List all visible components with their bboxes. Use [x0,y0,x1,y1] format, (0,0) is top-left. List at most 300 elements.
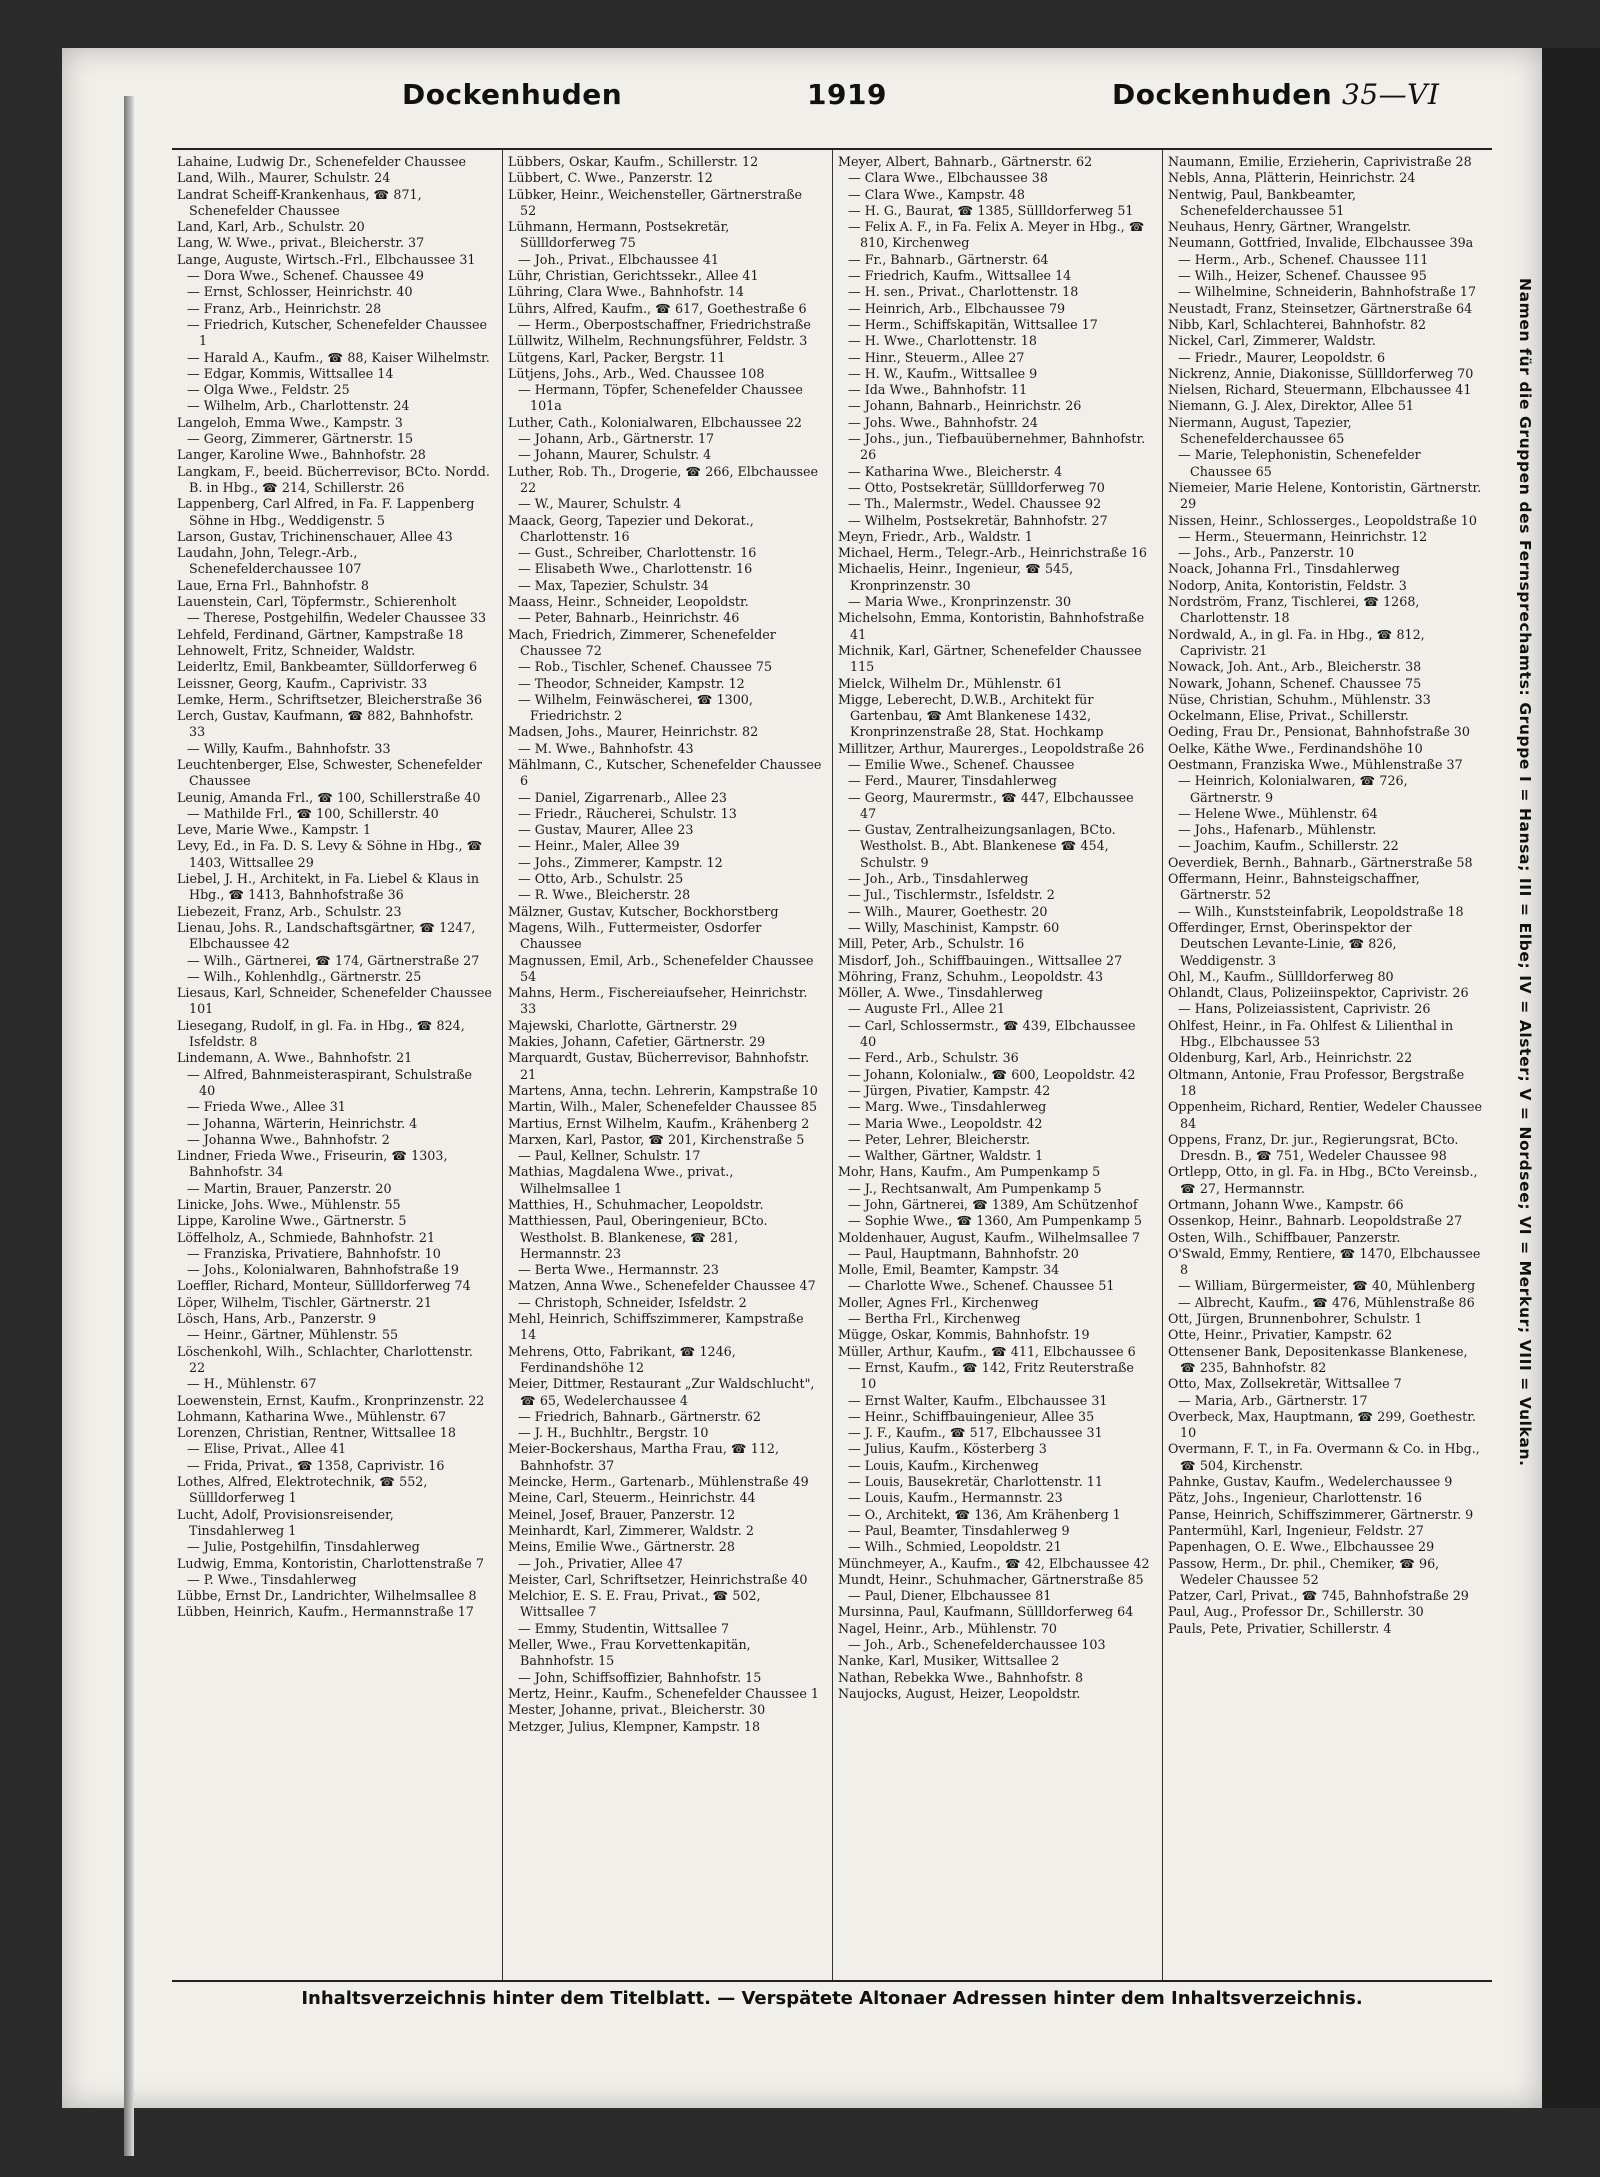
directory-entry: Meincke, Herm., Gartenarb., Mühlenstraße 49 [508,1474,809,1490]
directory-entry: Laudahn, John, Telegr.-Arb., Schenefelderchaussee 107 [177,545,362,577]
directory-entry: Oldenburg, Karl, Arb., Heinrichstr. 22 [1168,1050,1413,1066]
directory-entry: — William, Bürgermeister, ☎ 40, Mühlenberg [1178,1278,1476,1294]
directory-entry: Noack, Johanna Frl., Tinsdahlerweg [1168,561,1400,577]
directory-entry: Matthiessen, Paul, Oberingenieur, BCto. Westholst. B. Blankenese, ☎ 281, Hermannstr. 23 [508,1213,768,1261]
directory-entry: Lösch, Hans, Arb., Panzerstr. 9 [177,1311,377,1327]
directory-entry: Nickel, Carl, Zimmerer, Waldstr. [1168,333,1376,349]
directory-entry: Lippe, Karoline Wwe., Gärtnerstr. 5 [177,1213,407,1229]
directory-entry: — Franziska, Privatiere, Bahnhofstr. 10 [187,1245,441,1261]
directory-entry: Mester, Johanne, privat., Bleicherstr. 30 [508,1702,766,1718]
directory-entry: — Maria Wwe., Leopoldstr. 42 [848,1115,1043,1131]
directory-entry: — Heinrich, Kolonialwaren, ☎ 726, Gärtnerstr. 9 [1178,773,1408,805]
directory-entry: — Johs. Wwe., Bahnhofstr. 24 [848,414,1038,430]
directory-entry: Nordwald, A., in gl. Fa. in Hbg., ☎ 812, Caprivistr. 21 [1168,626,1425,658]
directory-entry: — Ernst, Schlosser, Heinrichstr. 40 [187,284,413,300]
directory-entry: Mehl, Heinrich, Schiffszimmerer, Kampstraße 14 [508,1311,804,1343]
directory-entry: Ortlepp, Otto, in gl. Fa. in Hbg., BCto Vereinsb., ☎ 27, Hermannstr. [1168,1164,1478,1196]
directory-entry: — Heinr., Schiffbauingenieur, Allee 35 [848,1408,1095,1424]
directory-entry: Loeffler, Richard, Monteur, Süllldorferweg 74 [177,1278,471,1294]
directory-entry: — Hinr., Steuerm., Allee 27 [848,349,1025,365]
directory-entry: — Katharina Wwe., Bleicherstr. 4 [848,463,1063,479]
directory-entry: — H. sen., Privat., Charlottenstr. 18 [848,284,1079,300]
directory-entry: — Franz, Arb., Heinrichstr. 28 [187,300,382,316]
directory-entry: — Heinrich, Arb., Elbchaussee 79 [848,300,1066,316]
directory-entry: Lienau, Johs. R., Landschaftsgärtner, ☎ 1247, Elbchaussee 42 [177,919,476,952]
directory-entry: — Dora Wwe., Schenef. Chaussee 49 [187,268,424,284]
directory-entry: — Joh., Arb., Schenefelderchaussee 103 [848,1637,1106,1653]
directory-entry: Lohmann, Katharina Wwe., Mühlenstr. 67 [177,1408,447,1424]
directory-entry: — Herm., Arb., Schenef. Chaussee 111 [1178,251,1429,267]
directory-entry: Luther, Rob. Th., Drogerie, ☎ 266, Elbchaussee 22 [508,463,819,495]
directory-entry: Lühring, Clara Wwe., Bahnhofstr. 14 [508,284,744,300]
directory-entry: — Olga Wwe., Feldstr. 25 [187,382,350,398]
directory-entry: Osten, Wilh., Schiffbauer, Panzerstr. [1168,1229,1401,1245]
directory-entry: Lindemann, A. Wwe., Bahnhofstr. 21 [177,1050,413,1066]
directory-entry: Mahns, Herm., Fischereiaufseher, Heinrichstr. 33 [508,985,808,1017]
directory-entry: — J. F., Kaufm., ☎ 517, Elbchaussee 31 [848,1425,1103,1441]
directory-entry: — Walther, Gärtner, Waldstr. 1 [848,1148,1044,1164]
directory-entry: Land, Wilh., Maurer, Schulstr. 24 [177,170,391,186]
directory-entry: Laue, Erna Frl., Bahnhofstr. 8 [177,577,370,593]
directory-entry: — Friedrich, Bahnarb., Gärtnerstr. 62 [518,1408,761,1424]
directory-entry: Liesegang, Rudolf, in gl. Fa. in Hbg., ☎ 824, Isfeldstr. 8 [177,1017,465,1050]
directory-entry: — Gustav, Maurer, Allee 23 [518,822,694,838]
directory-entry: Niemeier, Marie Helene, Kontoristin, Gärtnerstr. 29 [1168,479,1482,512]
directory-entry: Marxen, Karl, Pastor, ☎ 201, Kirchenstraße 5 [508,1131,805,1147]
directory-entry: — Paul, Beamter, Tinsdahlerweg 9 [848,1522,1070,1538]
header-year: 1919 [807,78,887,111]
telephone-exchange-groups-note: Namen für die Gruppen des Fernsprechamts: Gruppe I = Hansa; III = Elbe; IV = Alster; V = Nordsee; VI = Merkur; VIII = Vulkan. [1516,278,1534,1467]
directory-entry: — Johs., Arb., Panzerstr. 10 [1178,545,1355,561]
directory-entry: — Wilhelmine, Schneiderin, Bahnhofstraße 17 [1178,284,1477,300]
directory-entry: — Wilhelm, Feinwäscherei, ☎ 1300, Friedrichstr. 2 [518,691,753,724]
directory-entry: — Theodor, Schneider, Kampstr. 12 [518,675,745,691]
directory-entry: Land, Karl, Arb., Schulstr. 20 [177,219,365,235]
directory-entry: — Paul, Diener, Elbchaussee 81 [848,1588,1052,1604]
directory-entry: — Wilh., Maurer, Goethestr. 20 [848,903,1048,919]
directory-entry: Mundt, Heinr., Schuhmacher, Gärtnerstraße 85 [838,1571,1144,1587]
directory-entry: — Berta Wwe., Hermannstr. 23 [518,1262,719,1278]
directory-entry: Löffelholz, A., Schmiede, Bahnhofstr. 21 [177,1229,436,1245]
directory-entry: Papenhagen, O. E. Wwe., Elbchaussee 29 [1168,1539,1435,1555]
directory-entry: — Johann, Arb., Gärtnerstr. 17 [518,431,715,447]
directory-entry: — Carl, Schlossermstr., ☎ 439, Elbchaussee 40 [848,1017,1136,1050]
directory-entry: Magens, Wilh., Futtermeister, Osdorfer Chaussee [508,919,762,952]
directory-entry: — Joh., Arb., Tinsdahlerweg [848,871,1029,887]
directory-entry: — Edgar, Kommis, Wittsallee 14 [187,365,394,381]
directory-entry: — Otto, Arb., Schulstr. 25 [518,871,684,887]
directory-entry: Maass, Heinr., Schneider, Leopoldstr. [508,594,749,610]
directory-entry: — Johanna, Wärterin, Heinrichstr. 4 [187,1115,418,1131]
directory-entry: — Charlotte Wwe., Schenef. Chaussee 51 [848,1278,1115,1294]
directory-entry: Lindner, Frieda Wwe., Friseurin, ☎ 1303, Bahnhofstr. 34 [177,1148,448,1180]
directory-entry: Leunig, Amanda Frl., ☎ 100, Schillerstraße 40 [177,789,481,805]
directory-entry: Maack, Georg, Tapezier und Dekorat., Charlottenstr. 16 [508,512,754,544]
directory-entry: Meyn, Friedr., Arb., Waldstr. 1 [838,528,1033,544]
directory-entry: Lehnowelt, Fritz, Schneider, Waldstr. [177,642,416,658]
directory-entry: — Wilhelm, Postsekretär, Bahnhofstr. 27 [848,512,1108,528]
directory-entry: — Daniel, Zigarrenarb., Allee 23 [518,789,728,805]
directory-entry: Niemann, G. J. Alex, Direktor, Allee 51 [1168,398,1414,414]
directory-column-2 [502,150,827,1980]
directory-entry: — J., Rechtsanwalt, Am Pumpenkamp 5 [848,1180,1102,1196]
directory-entry: Loewenstein, Ernst, Kaufm., Kronprinzenstr. 22 [177,1392,485,1408]
directory-entry: Lange, Auguste, Wirtsch.-Frl., Elbchaussee 31 [177,251,476,267]
directory-entry: — Wilh., Kohlenhdlg., Gärtnerstr. 25 [187,968,422,984]
directory-entry: — R. Wwe., Bleicherstr. 28 [518,887,691,903]
directory-entry: — Johs., jun., Tiefbauübernehmer, Bahnhofstr. 26 [848,431,1146,463]
directory-entry: — Herm., Steuermann, Heinrichstr. 12 [1178,528,1428,544]
directory-entry: Ohlfest, Heinr., in Fa. Ohlfest & Lilienthal in Hbg., Elbchaussee 53 [1168,1017,1454,1050]
directory-entry: Paul, Aug., Professor Dr., Schillerstr. 30 [1168,1604,1424,1620]
directory-entry: — Ernst, Kaufm., ☎ 142, Fritz Reuterstraße 10 [848,1359,1134,1392]
directory-entry: — P. Wwe., Tinsdahlerweg [187,1571,357,1587]
directory-entry: Ortmann, Johann Wwe., Kampstr. 66 [1168,1197,1404,1212]
directory-entry: Löschenkohl, Wilh., Schlachter, Charlottenstr. 22 [177,1343,473,1375]
directory-entry: Meins, Emilie Wwe., Gärtnerstr. 28 [508,1539,735,1555]
directory-entry: Ossenkop, Heinr., Bahnarb. Leopoldstraße 27 [1168,1213,1463,1229]
directory-entry: — Felix A. F., in Fa. Felix A. Meyer in Hbg., ☎ 810, Kirchenweg [848,219,1145,251]
directory-entry: Martius, Ernst Wilhelm, Kaufm., Krähenberg 2 [508,1115,810,1131]
directory-entry: Meier, Dittmer, Restaurant „Zur Waldschlucht", ☎ 65, Wedelerchaussee 4 [508,1376,815,1408]
header-place-left: Dockenhuden [402,78,623,111]
directory-columns [172,148,1492,1982]
directory-entry: Nibb, Karl, Schlachterei, Bahnhofstr. 82 [1168,316,1427,332]
directory-entry: — W., Maurer, Schulstr. 4 [518,496,682,512]
directory-entry: — Heinr., Maler, Allee 39 [518,838,680,854]
directory-entry: Liesaus, Karl, Schneider, Schenefelder Chaussee 101 [177,985,492,1017]
directory-entry: Lübker, Heinr., Weichensteller, Gärtnerstraße 52 [508,186,803,218]
directory-entry: — Albrecht, Kaufm., ☎ 476, Mühlenstraße 86 [1178,1294,1475,1310]
directory-entry: — Friedr., Maurer, Leopoldstr. 6 [1178,349,1386,365]
directory-entry: Meister, Carl, Schriftsetzer, Heinrichstraße 40 [508,1571,808,1587]
directory-entry: Nanke, Karl, Musiker, Wittsallee 2 [838,1653,1060,1669]
directory-entry: Lerch, Gustav, Kaufmann, ☎ 882, Bahnhofstr. 33 [177,708,474,740]
directory-entry: Millitzer, Arthur, Maurerges., Leopoldstraße 26 [838,740,1145,756]
directory-entry: Meinhardt, Karl, Zimmerer, Waldstr. 2 [508,1522,754,1538]
header-page-number: 35—VI [1342,78,1440,111]
directory-entry: Müller, Arthur, Kaufm., ☎ 411, Elbchaussee 6 [838,1343,1136,1359]
directory-entry: — Clara Wwe., Kampstr. 48 [848,186,1025,202]
directory-entry: — Elisabeth Wwe., Charlottenstr. 16 [518,561,753,577]
directory-entry: Lübbers, Oskar, Kaufm., Schillerstr. 12 [508,154,759,169]
directory-entry: Oppenheim, Richard, Rentier, Wedeler Chaussee 84 [1168,1099,1482,1131]
directory-entry: — Julie, Postgehilfin, Tinsdahlerweg [187,1539,420,1555]
directory-entry: Langeloh, Emma Wwe., Kampstr. 3 [177,414,403,430]
directory-entry: O'Swald, Emmy, Rentiere, ☎ 1470, Elbchaussee 8 [1168,1245,1481,1278]
directory-entry: — Johann, Kolonialw., ☎ 600, Leopoldstr. 42 [848,1066,1136,1082]
directory-entry: — Frida, Privat., ☎ 1358, Caprivistr. 16 [187,1457,445,1473]
directory-entry: — Marie, Telephonistin, Schenefelder Chaussee 65 [1178,447,1421,479]
directory-entry: — Mathilde Frl., ☎ 100, Schillerstr. 40 [187,805,439,821]
directory-entry: Lucht, Adolf, Provisionsreisender, Tinsdahlerweg 1 [177,1506,394,1538]
directory-entry: Molle, Emil, Beamter, Kampstr. 34 [838,1262,1060,1278]
directory-entry: Martens, Anna, techn. Lehrerin, Kampstraße 10 [508,1082,818,1098]
directory-entry: Lang, W. Wwe., privat., Bleicherstr. 37 [177,235,425,251]
directory-entry: — Peter, Lehrer, Bleicherstr. [848,1131,1031,1147]
directory-entry: — Otto, Postsekretär, Süllldorferweg 70 [848,479,1105,495]
directory-entry: — Willy, Kaufm., Bahnhofstr. 33 [187,740,391,756]
directory-entry: — H. Wwe., Charlottenstr. 18 [848,333,1037,349]
directory-entry: — Louis, Kaufm., Hermannstr. 23 [848,1490,1063,1506]
directory-entry: Nowack, Joh. Ant., Arb., Bleicherstr. 38 [1168,659,1422,675]
directory-entry: — Johs., Kolonialwaren, Bahnhofstraße 19 [187,1262,459,1278]
directory-entry: Lühmann, Hermann, Postsekretär, Süllldorferweg 75 [508,219,730,251]
directory-entry: — Wilh., Gärtnerei, ☎ 174, Gärtnerstraße 27 [187,952,480,968]
directory-entry: — Martin, Brauer, Panzerstr. 20 [187,1180,392,1196]
directory-entry: Marquardt, Gustav, Bücherrevisor, Bahnhofstr. 21 [508,1050,810,1082]
directory-entry: Panse, Heinrich, Schiffszimmerer, Gärtnerstr. 9 [1168,1506,1474,1522]
directory-entry: — Herm., Oberpostschaffner, Friedrichstraße [518,316,811,332]
directory-entry: — Peter, Bahnarb., Heinrichstr. 46 [518,610,740,626]
directory-column-3 [832,150,1157,1980]
directory-entry: — Hans, Polizeiassistent, Caprivistr. 26 [1178,1001,1431,1017]
directory-column-1 [172,150,497,1980]
directory-entry: — Sophie Wwe., ☎ 1360, Am Pumpenkamp 5 [848,1213,1142,1229]
directory-entry: Naujocks, August, Heizer, Leopoldstr. [838,1685,1081,1701]
directory-entry: — Th., Malermstr., Wedel. Chaussee 92 [848,496,1102,512]
directory-entry: Lühr, Christian, Gerichtssekr., Allee 41 [508,268,759,284]
directory-entry: — Fr., Bahnarb., Gärtnerstr. 64 [848,251,1049,267]
directory-entry: Nielsen, Richard, Steuermann, Elbchaussee 41 [1168,382,1472,398]
directory-entry: Offerdinger, Ernst, Oberinspektor der Deutschen Levante-Linie, ☎ 826, Weddigenstr. 3 [1168,919,1412,968]
directory-entry: Möller, A. Wwe., Tinsdahlerweg [838,985,1043,1001]
directory-entry: — Willy, Maschinist, Kampstr. 60 [848,919,1060,935]
directory-entry: Michnik, Karl, Gärtner, Schenefelder Chaussee 115 [838,642,1142,675]
directory-entry: Matzen, Anna Wwe., Schenefelder Chaussee 47 [508,1278,816,1294]
directory-entry: Michaelis, Heinr., Ingenieur, ☎ 545, Kronprinzenstr. 30 [838,561,1074,593]
directory-entry: Neumann, Gottfried, Invalide, Elbchaussee 39a [1168,235,1474,251]
directory-entry: Mursinna, Paul, Kaufmann, Süllldorferweg 64 [838,1604,1134,1620]
directory-entry: Löper, Wilhelm, Tischler, Gärtnerstr. 21 [177,1294,432,1310]
directory-entry: — Emmy, Studentin, Wittsallee 7 [518,1620,730,1636]
directory-entry: Misdorf, Joh., Schiffbauingen., Wittsallee 27 [838,952,1123,968]
directory-entry: — O., Architekt, ☎ 136, Am Krähenberg 1 [848,1506,1121,1522]
directory-entry: — Gustav, Zentralheizungsanlagen, BCto. Westholst. B., Abt. Blankenese ☎ 454, Schulstr. 9 [848,822,1116,870]
directory-entry: — Louis, Kaufm., Kirchenweg [848,1457,1039,1473]
directory-entry: — Marg. Wwe., Tinsdahlerweg [848,1099,1047,1115]
directory-column-4 [1162,150,1487,1980]
directory-entry: Nordström, Franz, Tischlerei, ☎ 1268, Charlottenstr. 18 [1168,594,1420,626]
directory-entry: Ludwig, Emma, Kontoristin, Charlottenstraße 7 [177,1555,484,1571]
directory-entry: — Ferd., Maurer, Tinsdahlerweg [848,773,1057,789]
directory-entry: — H. G., Baurat, ☎ 1385, Süllldorferweg 51 [848,202,1134,218]
directory-entry: Magnussen, Emil, Arb., Schenefelder Chaussee 54 [508,952,814,984]
directory-entry: — Wilhelm, Arb., Charlottenstr. 24 [187,398,410,414]
directory-entry: Mertz, Heinr., Kaufm., Schenefelder Chaussee 1 [508,1685,819,1701]
directory-entry: Meier-Bockershaus, Martha Frau, ☎ 112, Bahnhofstr. 37 [508,1441,779,1473]
directory-entry: Landrat Scheiff-Krankenhaus, ☎ 871, Schenefelder Chaussee [177,186,422,218]
directory-entry: — Ferd., Arb., Schulstr. 36 [848,1050,1019,1066]
directory-page [62,48,1542,2108]
directory-entry: — Max, Tapezier, Schulstr. 34 [518,577,709,593]
directory-entry: — Johann, Maurer, Schulstr. 4 [518,447,712,463]
directory-entry: Lauenstein, Carl, Töpfermstr., Schierenholt [177,594,457,610]
directory-entry: Mälzner, Gustav, Kutscher, Bockhorstberg [508,903,779,919]
directory-entry: Langkam, F., beeid. Bücherrevisor, BCto. Nordd. B. in Hbg., ☎ 214, Schillerstr. 26 [177,463,490,495]
directory-entry: — M. Wwe., Bahnhofstr. 43 [518,740,694,756]
directory-entry: — Bertha Frl., Kirchenweg [848,1311,1021,1327]
directory-entry: Leve, Marie Wwe., Kampstr. 1 [177,822,372,838]
directory-entry: Metzger, Julius, Klempner, Kampstr. 18 [508,1718,761,1734]
directory-entry: Leuchtenberger, Else, Schwester, Schenefelder Chaussee [177,756,482,789]
page-binding-edge [124,96,134,2156]
directory-entry: Möhring, Franz, Schuhm., Leopoldstr. 43 [838,968,1104,984]
directory-entry: — Therese, Postgehilfin, Wedeler Chaussee 33 [187,610,487,626]
directory-entry: — Georg, Zimmerer, Gärtnerstr. 15 [187,431,414,447]
directory-entry: — Wilh., Kunststeinfabrik, Leopoldstraße 18 [1178,903,1464,919]
directory-entry: Langer, Karoline Wwe., Bahnhofstr. 28 [177,447,426,463]
directory-entry: Mathias, Magdalena Wwe., privat., Wilhelmsallee 1 [508,1164,734,1196]
directory-entry: Otto, Max, Zollsekretär, Wittsallee 7 [1168,1376,1402,1392]
directory-entry: Ohlandt, Claus, Polizeiinspektor, Caprivistr. 26 [1168,985,1469,1001]
directory-entry: — Friedr., Räucherei, Schulstr. 13 [518,805,737,821]
directory-entry: Matthies, H., Schuhmacher, Leopoldstr. [508,1197,764,1212]
directory-entry: Lemke, Herm., Schriftsetzer, Bleicherstraße 36 [177,691,483,707]
directory-entry: — Julius, Kaufm., Kösterberg 3 [848,1441,1047,1457]
directory-entry: Lothes, Alfred, Elektrotechnik, ☎ 552, Süllldorferweg 1 [177,1474,428,1506]
directory-entry: Makies, Johann, Cafetier, Gärtnerstr. 29 [508,1034,766,1050]
directory-entry: — Joachim, Kaufm., Schillerstr. 22 [1178,838,1399,854]
directory-entry: Mill, Peter, Arb., Schulstr. 16 [838,936,1025,952]
directory-entry: Pantermühl, Karl, Ingenieur, Feldstr. 27 [1168,1522,1424,1538]
directory-entry: — Harald A., Kaufm., ☎ 88, Kaiser Wilhelmstr. [187,349,490,365]
directory-entry: — Ida Wwe., Bahnhofstr. 11 [848,382,1028,398]
directory-entry: Ott, Jürgen, Brunnenbohrer, Schulstr. 1 [1168,1311,1423,1327]
directory-entry: Luther, Cath., Kolonialwaren, Elbchaussee 22 [508,414,802,430]
directory-entry: Lütgens, Karl, Packer, Bergstr. 11 [508,349,726,365]
directory-entry: Martin, Wilh., Maler, Schenefelder Chaussee 85 [508,1099,818,1115]
directory-entry: Neuhaus, Henry, Gärtner, Wrangelstr. [1168,219,1412,235]
directory-entry: Nagel, Heinr., Arb., Mühlenstr. 70 [838,1620,1057,1636]
directory-entry: — Elise, Privat., Allee 41 [187,1441,347,1457]
directory-entry: — Heinr., Gärtner, Mühlenstr. 55 [187,1327,399,1343]
directory-entry: Münchmeyer, A., Kaufm., ☎ 42, Elbchaussee 42 [838,1555,1150,1571]
directory-entry: Lührs, Alfred, Kaufm., ☎ 617, Goethestraße 6 [508,300,807,316]
directory-entry: Lahaine, Ludwig Dr., Schenefelder Chaussee [177,154,467,169]
directory-entry: Oeding, Frau Dr., Pensionat, Bahnhofstraße 30 [1168,724,1470,740]
directory-entry: Levy, Ed., in Fa. D. S. Levy & Söhne in Hbg., ☎ 1403, Wittsallee 29 [177,838,483,870]
directory-entry: — Rob., Tischler, Schenef. Chaussee 75 [518,659,773,675]
directory-entry: Moller, Agnes Frl., Kirchenweg [838,1294,1039,1310]
directory-entry: — H. W., Kaufm., Wittsallee 9 [848,365,1038,381]
directory-entry: Offermann, Heinr., Bahnsteigschaffner, Gärtnerstr. 52 [1168,871,1420,903]
directory-entry: — Jürgen, Pivatier, Kampstr. 42 [848,1082,1051,1098]
directory-entry: Pauls, Pete, Privatier, Schillerstr. 4 [1168,1620,1392,1636]
header-place-right: Dockenhuden [1112,78,1333,111]
scan-edge-shadow [1542,48,1600,2108]
directory-entry: Lübbert, C. Wwe., Panzerstr. 12 [508,170,713,186]
directory-entry: Lütjens, Johs., Arb., Wed. Chaussee 108 [508,365,765,381]
directory-entry: — Joh., Privatier, Allee 47 [518,1555,683,1571]
directory-entry: Linicke, Johs. Wwe., Mühlenstr. 55 [177,1197,401,1212]
directory-entry: — Jul., Tischlermstr., Isfeldstr. 2 [848,887,1055,903]
directory-entry: Naumann, Emilie, Erzieherin, Caprivistraße 28 [1168,154,1472,169]
directory-entry: Lehfeld, Ferdinand, Gärtner, Kampstraße 18 [177,626,464,642]
directory-entry: Meyer, Albert, Bahnarb., Gärtnerstr. 62 [838,154,1093,169]
directory-entry: Melchior, E. S. E. Frau, Privat., ☎ 502, Wittsallee 7 [508,1588,761,1620]
directory-entry: Passow, Herm., Dr. phil., Chemiker, ☎ 96, Wedeler Chaussee 52 [1168,1555,1440,1587]
directory-entry: Liebezeit, Franz, Arb., Schulstr. 23 [177,903,402,919]
directory-entry: — Louis, Bausekretär, Charlottenstr. 11 [848,1474,1103,1490]
directory-entry: Mohr, Hans, Kaufm., Am Pumpenkamp 5 [838,1164,1101,1180]
directory-entry: Neustadt, Franz, Steinsetzer, Gärtnerstraße 64 [1168,300,1473,316]
page-footer-note: Inhaltsverzeichnis hinter dem Titelblatt. — Verspätete Altonaer Adressen hinter dem Inhaltsverzeichnis. [301,1988,1363,2009]
directory-entry: Meller, Wwe., Frau Korvettenkapitän, Bahnhofstr. 15 [508,1637,751,1669]
directory-entry: Ottensener Bank, Depositenkasse Blankenese, ☎ 235, Bahnhofstr. 82 [1168,1343,1468,1375]
directory-entry: — Christoph, Schneider, Isfeldstr. 2 [518,1294,747,1310]
directory-entry: Pahnke, Gustav, Kaufm., Wedelerchaussee 9 [1168,1474,1453,1490]
directory-entry: Overmann, F. T., in Fa. Overmann & Co. in Hbg., ☎ 504, Kirchenstr. [1168,1441,1480,1473]
directory-entry: — Georg, Maurermstr., ☎ 447, Elbchaussee 47 [848,789,1134,821]
directory-entry: Leiderltz, Emil, Bankbeamter, Sülldorferweg 6 [177,659,478,675]
directory-entry: — H., Mühlenstr. 67 [187,1376,317,1392]
directory-entry: — Helene Wwe., Mühlenstr. 64 [1178,805,1378,821]
directory-entry: Michael, Herm., Telegr.-Arb., Heinrichstraße 16 [838,545,1148,561]
directory-entry: Mehrens, Otto, Fabrikant, ☎ 1246, Ferdinandshöhe 12 [508,1343,736,1375]
directory-entry: Nathan, Rebekka Wwe., Bahnhofstr. 8 [838,1669,1084,1685]
directory-entry: — Maria, Arb., Gärtnerstr. 17 [1178,1392,1368,1408]
directory-entry: Mählmann, C., Kutscher, Schenefelder Chaussee 6 [508,756,822,789]
directory-entry: Nissen, Heinr., Schlosserges., Leopoldstraße 10 [1168,512,1477,528]
directory-entry: — Emilie Wwe., Schenef. Chaussee [848,756,1075,772]
directory-entry: — John, Schiffsoffizier, Bahnhofstr. 15 [518,1669,762,1685]
directory-entry: — Paul, Hauptmann, Bahnhofstr. 20 [848,1245,1079,1261]
directory-entry: — Gust., Schreiber, Charlottenstr. 16 [518,545,757,561]
directory-entry: — Herm., Schiffskapitän, Wittsallee 17 [848,316,1098,332]
directory-entry: Niermann, August, Tapezier, Schenefelderchaussee 65 [1168,414,1352,447]
directory-entry: — Ernst Walter, Kaufm., Elbchaussee 31 [848,1392,1108,1408]
directory-entry: Overbeck, Max, Hauptmann, ☎ 299, Goethestr. 10 [1168,1408,1476,1441]
directory-entry: — Johann, Bahnarb., Heinrichstr. 26 [848,398,1082,414]
directory-entry: Ockelmann, Elise, Privat., Schillerstr. [1168,708,1409,724]
directory-entry: — Maria Wwe., Kronprinzenstr. 30 [848,594,1072,610]
directory-entry: Liebel, J. H., Architekt, in Fa. Liebel & Klaus in Hbg., ☎ 1413, Bahnhofstraße 36 [177,871,480,903]
directory-entry: — John, Gärtnerei, ☎ 1389, Am Schützenhof [848,1197,1138,1212]
directory-entry: — J. H., Buchhltr., Bergstr. 10 [518,1425,709,1441]
directory-entry: Nebls, Anna, Plätterin, Heinrichstr. 24 [1168,170,1416,186]
directory-entry: — Friedrich, Kutscher, Schenefelder Chaussee 1 [187,316,488,349]
directory-entry: Nentwig, Paul, Bankbeamter, Schenefelderchaussee 51 [1168,186,1357,218]
directory-entry: Madsen, Johs., Maurer, Heinrichstr. 82 [508,724,759,740]
directory-entry: Leissner, Georg, Kaufm., Caprivistr. 33 [177,675,428,691]
directory-entry: Oelke, Käthe Wwe., Ferdinandshöhe 10 [1168,740,1423,756]
directory-entry: — Wilh., Schmied, Leopoldstr. 21 [848,1539,1062,1555]
directory-entry: Mügge, Oskar, Kommis, Bahnhofstr. 19 [838,1327,1090,1343]
directory-entry: Majewski, Charlotte, Gärtnerstr. 29 [508,1017,738,1033]
directory-entry: Meinel, Josef, Brauer, Panzerstr. 12 [508,1506,736,1522]
directory-entry: — Wilh., Heizer, Schenef. Chaussee 95 [1178,268,1427,284]
directory-entry: — Johanna Wwe., Bahnhofstr. 2 [187,1131,390,1147]
directory-entry: Mach, Friedrich, Zimmerer, Schenefelder Chaussee 72 [508,626,776,658]
directory-entry: Moldenhauer, August, Kaufm., Wilhelmsallee 7 [838,1229,1140,1245]
directory-entry: Oppens, Franz, Dr. jur., Regierungsrat, BCto. Dresdn. B., ☎ 751, Wedeler Chaussee 98 [1168,1131,1459,1164]
directory-entry: — Clara Wwe., Elbchaussee 38 [848,170,1048,186]
directory-entry: — Hermann, Töpfer, Schenefelder Chaussee 101a [518,382,803,414]
directory-entry: — Frieda Wwe., Allee 31 [187,1099,346,1115]
directory-entry: Lübbe, Ernst Dr., Landrichter, Wilhelmsallee 8 [177,1588,477,1604]
directory-entry: Otte, Heinr., Privatier, Kampstr. 62 [1168,1327,1393,1343]
directory-entry: Lübben, Heinrich, Kaufm., Hermannstraße 17 [177,1604,474,1620]
directory-entry: Ohl, M., Kaufm., Süllldorferweg 80 [1168,968,1394,984]
directory-entry: — Friedrich, Kaufm., Wittsallee 14 [848,268,1072,284]
directory-entry: — Alfred, Bahnmeisteraspirant, Schulstraße 40 [187,1066,473,1098]
directory-entry: — Paul, Kellner, Schulstr. 17 [518,1148,701,1164]
directory-entry: Nowark, Johann, Schenef. Chaussee 75 [1168,675,1422,691]
directory-entry: Oeverdiek, Bernh., Bahnarb., Gärtnerstraße 58 [1168,854,1473,870]
directory-entry: Lüllwitz, Wilhelm, Rechnungsführer, Feldstr. 3 [508,333,808,349]
page-header [62,78,1542,138]
